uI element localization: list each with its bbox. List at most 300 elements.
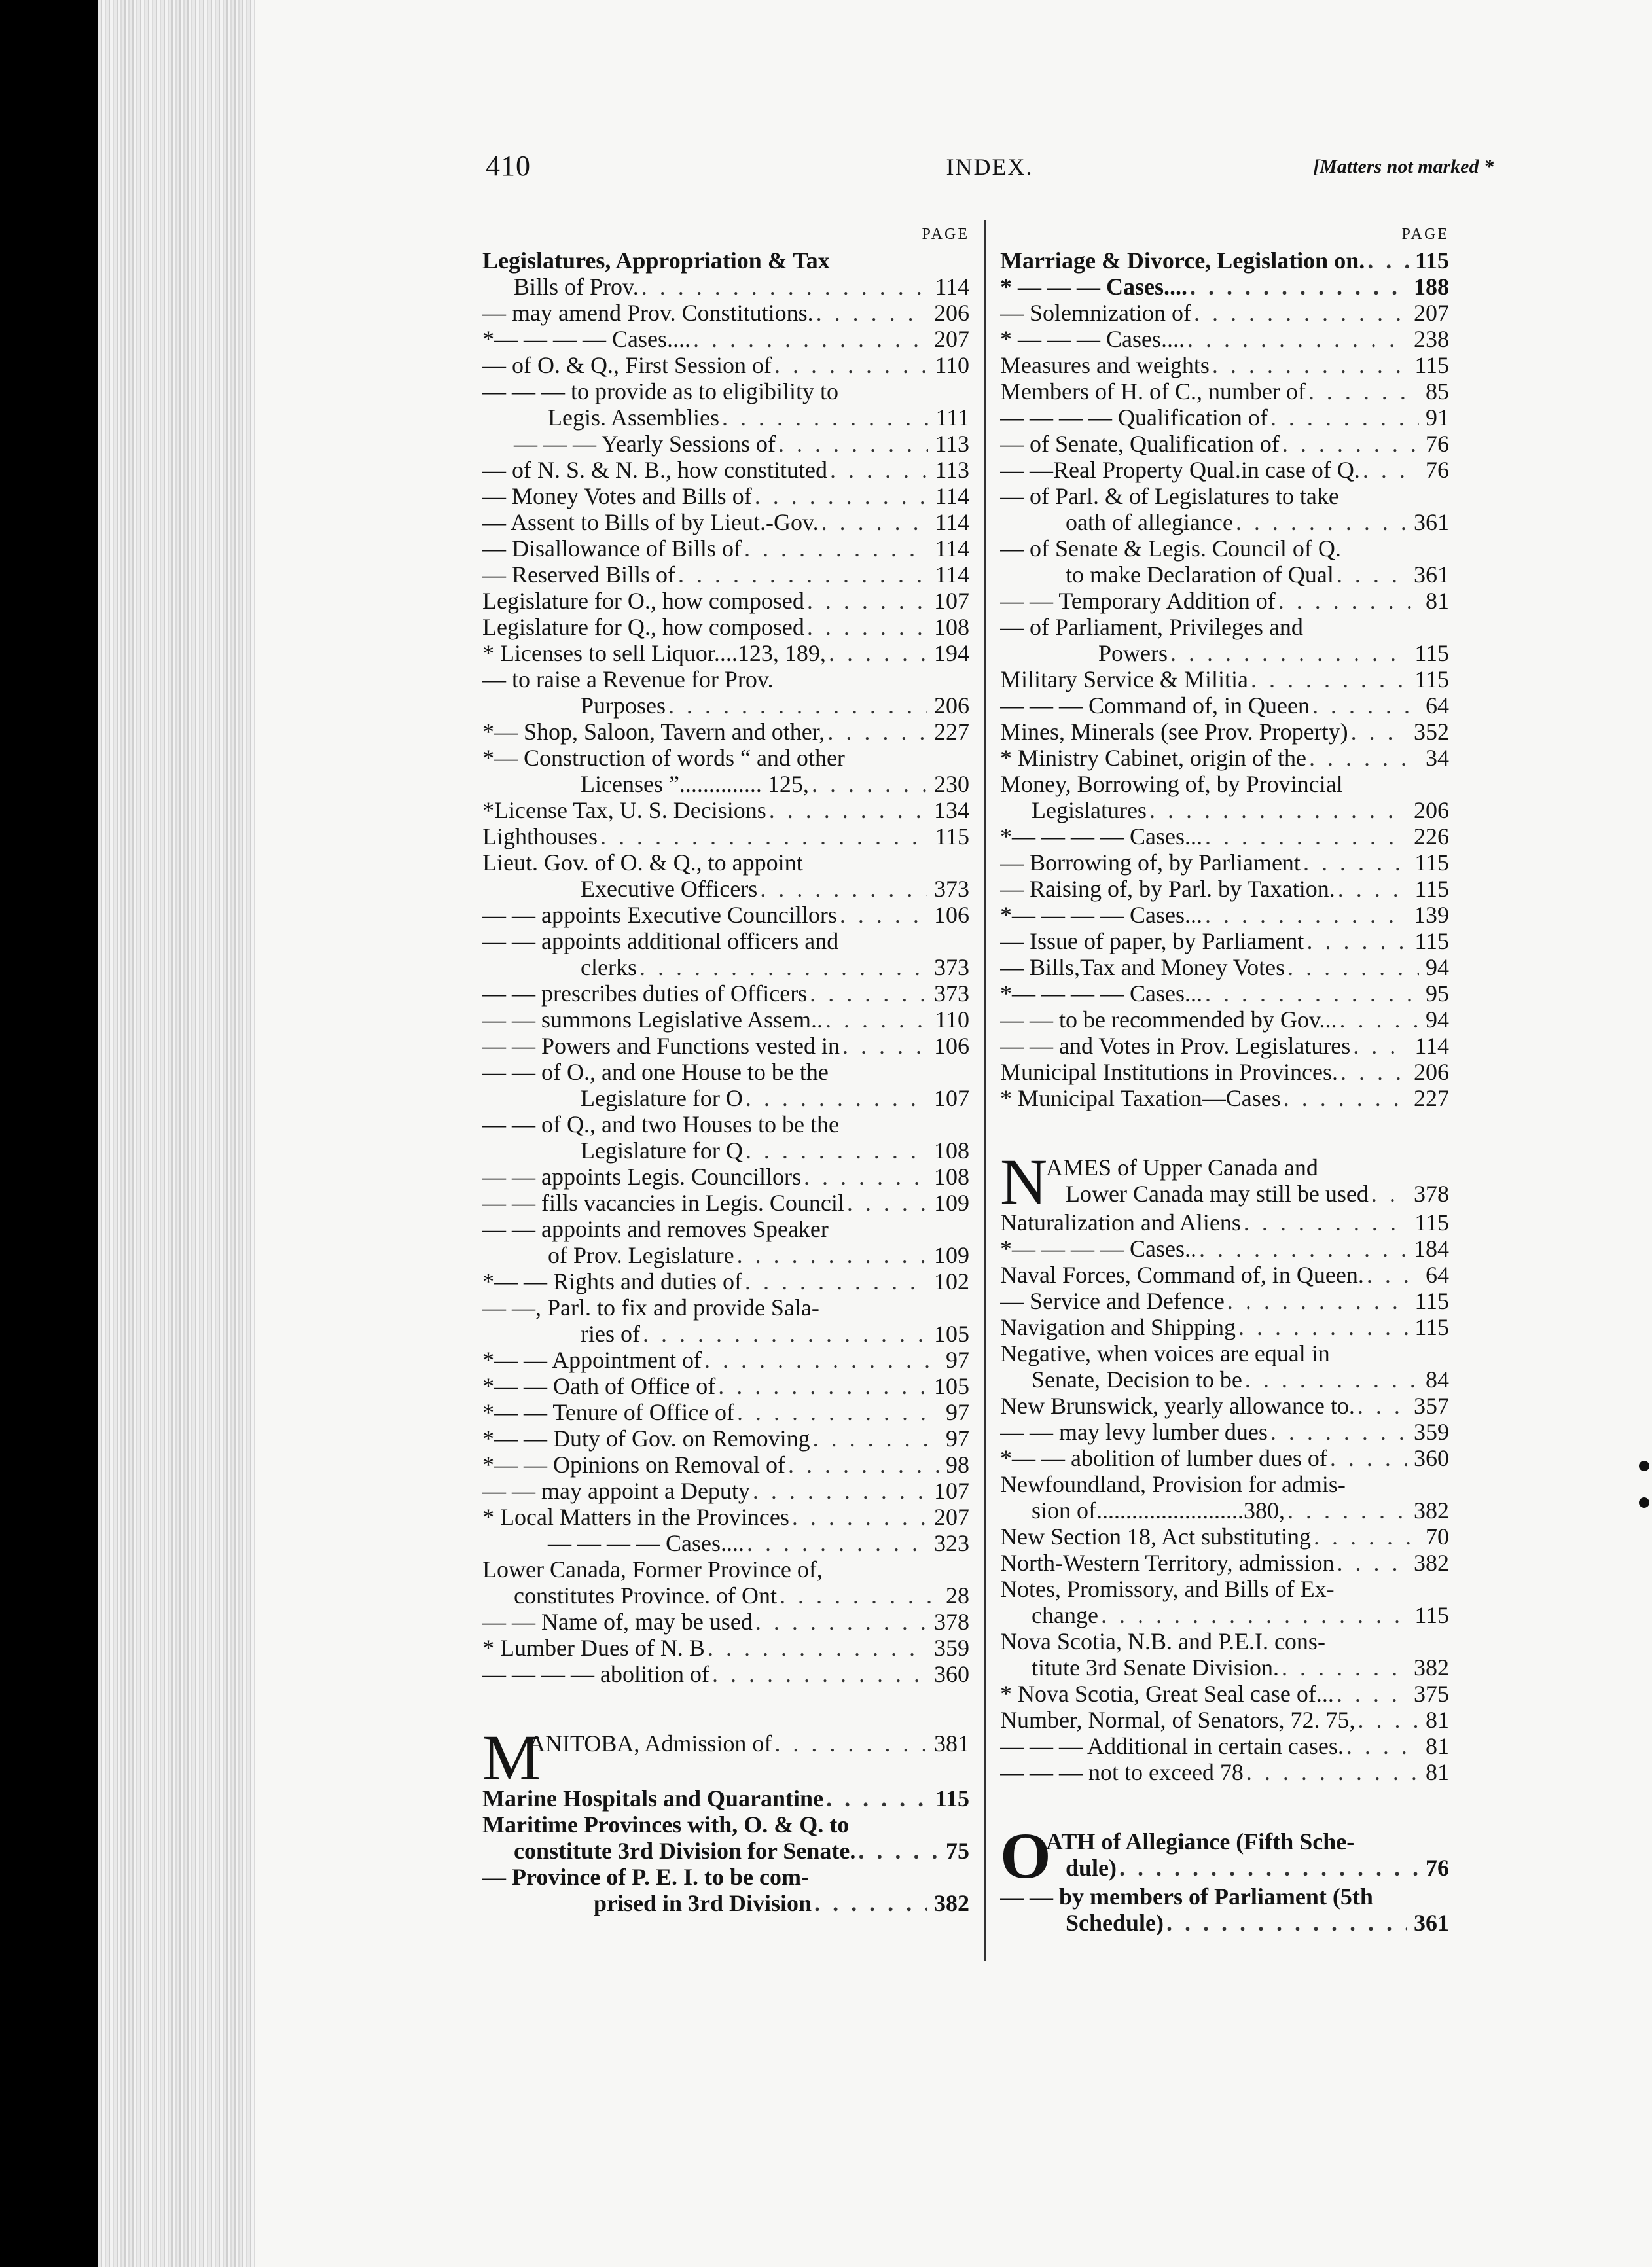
page-ref: 373 (934, 954, 969, 980)
entry-text: sion of.........................380, (1032, 1497, 1285, 1524)
page-ref: 115 (1414, 876, 1449, 902)
entry-line (482, 1890, 969, 1916)
page-column-label: PAGE (922, 226, 969, 243)
entry-line (1000, 1707, 1449, 1733)
index-entry (1000, 823, 1449, 849)
entry-line (482, 876, 969, 902)
index-entry (482, 274, 969, 300)
section-heading (482, 1721, 969, 1794)
index-entry (482, 1373, 969, 1399)
entry-text: Measures and weights (1000, 352, 1210, 378)
entry-text: — Disallowance of Bills of (482, 535, 742, 562)
entry-line (482, 1137, 969, 1164)
entry-text: — — — — abolition of (482, 1661, 709, 1687)
header-note: [Matters not marked * (1313, 156, 1494, 177)
index-entry (1000, 719, 1449, 745)
index-entry (1000, 954, 1449, 980)
entry-text: *— — abolition of lumber dues of (1000, 1445, 1327, 1471)
entry-text: constitute 3rd Division for Senate. (514, 1838, 856, 1864)
index-entry (1000, 666, 1449, 692)
entry-text: — — Temporary Addition of (1000, 588, 1276, 614)
entry-text: *— — Rights and duties of (482, 1268, 742, 1294)
entry-text: oath of allegiance (1066, 509, 1233, 535)
entry-line (482, 431, 969, 457)
dot-leader (1205, 902, 1407, 928)
entry-line (1000, 876, 1449, 902)
entry-text: — —, Parl. to fix and provide Sala- (482, 1294, 819, 1321)
dot-leader (1170, 640, 1408, 666)
index-entry (1000, 1288, 1449, 1314)
entry-line (482, 274, 969, 300)
entry-text: — — may appoint a Deputy (482, 1478, 750, 1504)
entry-text: Legislature for O., how composed (482, 588, 804, 614)
entry-text: — — by members of Parliament (5th (1000, 1883, 1373, 1910)
entry-line (482, 1838, 969, 1864)
index-entry (482, 1425, 969, 1452)
page-ref: 75 (946, 1838, 969, 1864)
index-entry (482, 614, 969, 640)
book-spine (0, 0, 98, 2267)
index-entry (1000, 404, 1449, 431)
dot-leader (760, 876, 927, 902)
entry-line (1000, 588, 1449, 614)
dot-leader (1187, 326, 1407, 352)
index-entry (1000, 1707, 1449, 1733)
page-ref: 110 (935, 352, 969, 378)
dot-leader (745, 1137, 927, 1164)
entry-line (482, 1399, 969, 1425)
index-entry (482, 1504, 969, 1530)
dot-leader (1101, 1602, 1408, 1628)
dot-leader (1278, 588, 1419, 614)
entry-text: Naturalization and Aliens (1000, 1209, 1241, 1236)
spacer (482, 1687, 969, 1729)
dot-leader (1337, 562, 1407, 588)
entry-line (482, 378, 969, 404)
entry-text: — of O. & Q., First Session of (482, 352, 772, 378)
page-ref: 361 (1414, 562, 1449, 588)
entry-line (1000, 1419, 1449, 1445)
page-ref: 207 (934, 1504, 969, 1530)
heading-line (1046, 1829, 1449, 1855)
entry-text: constitutes Province. of Ont (514, 1582, 777, 1609)
dot-leader (1205, 823, 1407, 849)
entry-line (1000, 509, 1449, 535)
dot-leader (816, 300, 927, 326)
page-ref: 81 (1426, 1733, 1449, 1759)
dot-leader (1340, 1059, 1407, 1085)
index-entry (1000, 980, 1449, 1007)
dot-leader (792, 1504, 927, 1530)
entry-text: Legis. Assemblies (548, 404, 719, 431)
entry-line (1000, 849, 1449, 876)
entry-line (482, 1785, 969, 1812)
index-column-left (482, 221, 969, 1916)
page-ref: 382 (934, 1890, 969, 1916)
page-ref: 373 (934, 980, 969, 1007)
entry-line (1000, 1085, 1449, 1111)
entry-line (482, 1033, 969, 1059)
entry-text: ANITOBA, Admission of (528, 1730, 772, 1757)
page-ref: 114 (935, 509, 969, 535)
page-ref: 378 (934, 1609, 969, 1635)
running-head (486, 149, 1494, 188)
page-ref: 76 (1426, 457, 1449, 483)
index-entry (482, 1785, 969, 1812)
entry-line (1000, 1471, 1449, 1497)
index-entry (482, 535, 969, 562)
index-entry (482, 1812, 969, 1864)
dot-leader (826, 1785, 929, 1812)
dot-leader (1367, 247, 1409, 274)
entry-text: Municipal Institutions in Provinces. (1000, 1059, 1338, 1085)
heading-line (1066, 1855, 1449, 1881)
index-entry (1000, 1733, 1449, 1759)
page-ref: 114 (935, 274, 969, 300)
entry-line (1000, 614, 1449, 640)
entry-text: — —Real Property Qual.in case of Q. (1000, 457, 1360, 483)
dot-leader (744, 535, 928, 562)
section-heading (1000, 1819, 1449, 1892)
index-entry (482, 562, 969, 588)
entry-text: — — — — Qualification of (1000, 404, 1268, 431)
dot-leader (718, 1373, 927, 1399)
entry-line (482, 1864, 969, 1890)
entry-line (1000, 1550, 1449, 1576)
spacer (1000, 1111, 1449, 1153)
index-entry (1000, 431, 1449, 457)
entry-line (1000, 1681, 1449, 1707)
entry-line (482, 1812, 969, 1838)
dot-leader (788, 1452, 939, 1478)
dot-leader (708, 1635, 927, 1661)
page-ref: 113 (935, 457, 969, 483)
index-entry (482, 1530, 969, 1556)
entry-text: — — fills vacancies in Legis. Council (482, 1190, 844, 1216)
dot-leader (1282, 1654, 1407, 1681)
entry-line (1000, 1209, 1449, 1236)
entry-text: Legislature for Q., how composed (482, 614, 804, 640)
page-ref: 115 (1414, 666, 1449, 692)
dot-leader (774, 352, 928, 378)
index-entry (482, 1033, 969, 1059)
page-ref: 227 (1414, 1085, 1449, 1111)
entry-text: Legislatures, Appropriation & Tax (482, 247, 830, 274)
dot-leader (1246, 1759, 1419, 1785)
dot-leader (641, 274, 929, 300)
index-entry (1000, 1550, 1449, 1576)
entry-line (1000, 1759, 1449, 1785)
dot-leader (1363, 457, 1419, 483)
dot-leader (753, 1478, 927, 1504)
entry-text: Bills of Prov. (514, 274, 639, 300)
dot-leader (1353, 1033, 1408, 1059)
entry-text: Nova Scotia, N.B. and P.E.I. cons- (1000, 1628, 1325, 1654)
entry-text: *— Construction of words “ and other (482, 745, 845, 771)
entry-line (482, 823, 969, 849)
entry-line (1000, 1524, 1449, 1550)
page-ref: 115 (935, 1785, 969, 1812)
entry-line (1000, 378, 1449, 404)
entry-text: * Local Matters in the Provinces (482, 1504, 789, 1530)
entry-line (1000, 1654, 1449, 1681)
entry-line (482, 1373, 969, 1399)
dot-leader (1371, 1181, 1407, 1207)
entry-line (1000, 666, 1449, 692)
dot-leader (840, 902, 927, 928)
page-ref: 115 (1414, 1314, 1449, 1340)
dot-leader (1357, 1707, 1419, 1733)
dot-leader (1149, 797, 1407, 823)
index-entry (482, 300, 969, 326)
index-entry (1000, 1445, 1449, 1471)
entry-text: Marine Hospitals and Quarantine (482, 1785, 824, 1812)
index-entry (482, 849, 969, 902)
entry-text: * Nova Scotia, Great Seal case of... (1000, 1681, 1334, 1707)
page-ref: 206 (1414, 1059, 1449, 1085)
entry-text: — — summons Legislative Assem.. (482, 1007, 823, 1033)
index-entry (482, 509, 969, 535)
page-ref: 64 (1426, 692, 1449, 719)
entry-line (1000, 431, 1449, 457)
dot-leader (693, 326, 927, 352)
entry-text: — Raising of, by Parl. by Taxation. (1000, 876, 1335, 902)
entry-text: — — prescribes duties of Officers (482, 980, 808, 1007)
entry-text: — to raise a Revenue for Prov. (482, 666, 774, 692)
entry-line (482, 954, 969, 980)
dot-leader (643, 1321, 927, 1347)
entry-text: — — and Votes in Prov. Legislatures (1000, 1033, 1351, 1059)
entry-text: — — appoints Legis. Councillors (482, 1164, 801, 1190)
dot-leader (842, 1033, 927, 1059)
entry-text: North-Western Territory, admission (1000, 1550, 1335, 1576)
dot-leader (745, 1085, 927, 1111)
page-ref: 360 (934, 1661, 969, 1687)
page-ref: 105 (934, 1321, 969, 1347)
entry-text: — — — — Cases.... (548, 1530, 744, 1556)
entry-text: dule) (1066, 1855, 1117, 1881)
entry-text: Lower Canada, Former Province of, (482, 1556, 823, 1582)
entry-line (482, 247, 969, 274)
dot-leader (755, 483, 929, 509)
entry-text: Members of H. of C., number of (1000, 378, 1306, 404)
index-entry (482, 1268, 969, 1294)
dot-leader (1287, 1497, 1407, 1524)
dot-leader (1282, 431, 1419, 457)
entry-line (482, 300, 969, 326)
entry-line (482, 1556, 969, 1582)
page-ref: 97 (946, 1425, 969, 1452)
entry-line (1000, 745, 1449, 771)
entry-line (482, 1242, 969, 1268)
entry-text: — — appoints additional officers and (482, 928, 839, 954)
dot-leader (858, 1838, 939, 1864)
entry-line (482, 902, 969, 928)
page-ref: 109 (934, 1242, 969, 1268)
entry-line (482, 719, 969, 745)
page-ref: 115 (1414, 247, 1449, 274)
dot-leader (810, 980, 927, 1007)
dot-leader (678, 562, 928, 588)
entry-line (482, 1609, 969, 1635)
page-ref: 352 (1414, 719, 1449, 745)
dot-leader (1270, 404, 1419, 431)
dot-leader (1119, 1855, 1419, 1881)
page-ref: 226 (1414, 823, 1449, 849)
entry-line (482, 1059, 969, 1085)
dot-leader (807, 614, 927, 640)
entry-text: Marriage & Divorce, Legislation on. (1000, 247, 1365, 274)
dot-leader (825, 1007, 928, 1033)
index-entry (482, 1609, 969, 1635)
entry-text: *— — — — Cases.. (1000, 1236, 1196, 1262)
page-ref: 115 (1414, 1602, 1449, 1628)
entry-line (482, 745, 969, 771)
entry-text: *— — Tenure of Office of (482, 1399, 735, 1425)
entry-text: titute 3rd Senate Division. (1032, 1654, 1279, 1681)
entry-line (482, 1452, 969, 1478)
entry-text: — of Parl. & of Legislatures to take (1000, 483, 1339, 509)
entry-line (1000, 1497, 1449, 1524)
entry-text: Lower Canada may still be used (1066, 1181, 1369, 1207)
dot-leader (1287, 954, 1419, 980)
entry-text: Newfoundland, Provision for admis- (1000, 1471, 1346, 1497)
entry-text: — Bills,Tax and Money Votes (1000, 954, 1285, 980)
entry-text: * — — — Cases.... (1000, 274, 1187, 300)
dot-leader (1205, 980, 1419, 1007)
index-entry (482, 666, 969, 719)
page-ref: 94 (1426, 954, 1449, 980)
dot-leader (722, 404, 929, 431)
page-edges (98, 0, 255, 2267)
entry-text: — — to be recommended by Gov... (1000, 1007, 1337, 1033)
page-ref: 95 (1426, 980, 1449, 1007)
page-ref: 194 (934, 640, 969, 666)
page-ref: 110 (935, 1007, 969, 1033)
entry-text: Senate, Decision to be (1032, 1366, 1242, 1393)
entry-text: Legislature for Q (581, 1137, 743, 1164)
index-entry (1000, 1007, 1449, 1033)
page-ref: 115 (1414, 352, 1449, 378)
page-ref: 107 (934, 588, 969, 614)
page-number: 410 (486, 150, 531, 182)
entry-text: — Solemnization of (1000, 300, 1191, 326)
dot-leader (774, 1730, 927, 1757)
entry-text: — — — Additional in certain cases. (1000, 1733, 1344, 1759)
index-entry (482, 1452, 969, 1478)
entry-line (482, 483, 969, 509)
index-entry (1000, 535, 1449, 588)
index-entry (482, 797, 969, 823)
entry-line (1000, 1288, 1449, 1314)
dot-leader (1337, 1681, 1407, 1707)
dot-leader (829, 640, 927, 666)
index-entry (482, 378, 969, 431)
heading-line (1046, 1154, 1449, 1181)
entry-text: Money, Borrowing of, by Provincial (1000, 771, 1343, 797)
dot-leader (1338, 876, 1409, 902)
page-ref: 64 (1426, 1262, 1449, 1288)
entry-text: — Province of P. E. I. to be com- (482, 1864, 809, 1890)
index-entry (1000, 1209, 1449, 1236)
entry-text: — Borrowing of, by Parliament (1000, 849, 1301, 876)
index-entry (482, 457, 969, 483)
index-entry (482, 980, 969, 1007)
entry-text: * Lumber Dues of N. B (482, 1635, 705, 1661)
entry-line (1000, 1733, 1449, 1759)
entry-text: — may amend Prov. Constitutions. (482, 300, 814, 326)
dot-leader (1190, 274, 1407, 300)
entry-text: Legislature for O (581, 1085, 743, 1111)
entry-text: — — — Yearly Sessions of (514, 431, 776, 457)
entry-text: ries of (581, 1321, 640, 1347)
index-entry (1000, 483, 1449, 535)
index-entry (1000, 771, 1449, 823)
page-ref: 114 (935, 535, 969, 562)
entry-text: to make Declaration of Qual (1066, 562, 1334, 588)
index-entry (482, 1556, 969, 1609)
entry-line (1000, 1262, 1449, 1288)
index-entry (482, 1164, 969, 1190)
dot-leader (804, 1164, 927, 1190)
dot-leader (1194, 300, 1407, 326)
dot-leader (737, 1399, 939, 1425)
index-entry (1000, 1576, 1449, 1628)
entry-line (482, 1085, 969, 1111)
drop-cap: N (1000, 1145, 1048, 1218)
index-entry (1000, 1236, 1449, 1262)
page-ref: 206 (934, 300, 969, 326)
entry-text: Legislatures (1032, 797, 1147, 823)
page-ref: 238 (1414, 326, 1449, 352)
page-ref: 227 (934, 719, 969, 745)
page-ref: 207 (934, 326, 969, 352)
entry-line (482, 1190, 969, 1216)
page-ref: 361 (1414, 1910, 1449, 1936)
dot-leader (1346, 1733, 1419, 1759)
entry-line (1000, 640, 1449, 666)
drop-cap: M (482, 1721, 541, 1794)
page-ref: 114 (1414, 1033, 1449, 1059)
entry-line (482, 1530, 969, 1556)
section-heading (1000, 1145, 1449, 1218)
entry-text: — Issue of paper, by Parliament (1000, 928, 1304, 954)
entry-line (1000, 483, 1449, 509)
dot-leader (1244, 1209, 1408, 1236)
entry-line (482, 797, 969, 823)
dot-leader (814, 1890, 927, 1916)
entry-line (1000, 1576, 1449, 1602)
entry-text: — — — to provide as to eligibility to (482, 378, 838, 404)
entry-text: *— — — — Cases.... (482, 326, 691, 352)
dot-leader (821, 509, 929, 535)
dot-leader (1251, 666, 1408, 692)
index-entry (482, 1007, 969, 1033)
entry-text: * Ministry Cabinet, origin of the (1000, 745, 1306, 771)
dot-leader (1212, 352, 1408, 378)
page-ref: 230 (934, 771, 969, 797)
index-entry (1000, 1262, 1449, 1288)
index-entry (482, 902, 969, 928)
index-entry (482, 823, 969, 849)
entry-text: — — Name of, may be used (482, 1609, 753, 1635)
entry-text: *— — Opinions on Removal of (482, 1452, 785, 1478)
entry-line (482, 562, 969, 588)
page-ref: 91 (1426, 404, 1449, 431)
drop-cap: O (1000, 1819, 1051, 1892)
entry-line (482, 640, 969, 666)
dot-leader (847, 1190, 927, 1216)
